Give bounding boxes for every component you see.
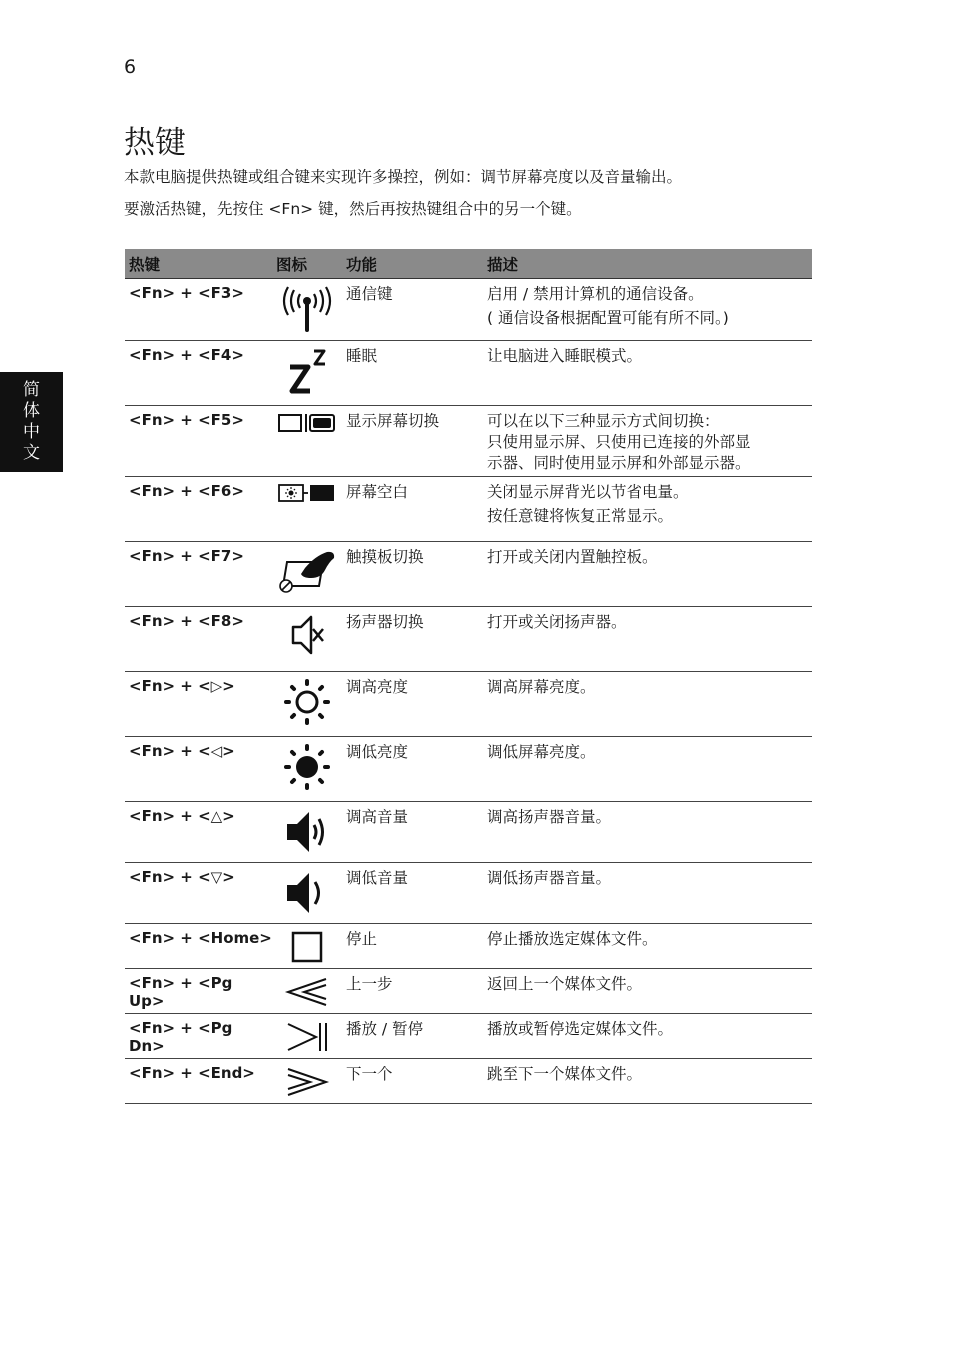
hotkey-label: <Fn> + <F5>	[129, 411, 244, 429]
description-line: 返回上一个媒体文件。	[487, 975, 643, 993]
description-line: 播放或暂停选定媒体文件。	[487, 1020, 674, 1038]
table-row	[125, 863, 812, 924]
function-label: 调高音量	[346, 808, 409, 826]
hotkey-label: <Fn> + <F8>	[129, 612, 244, 630]
wireless-antenna-icon	[272, 279, 342, 340]
screen-blank-icon	[272, 477, 342, 541]
description-line: 让电脑进入睡眠模式。	[487, 347, 643, 365]
description-line: 打开或关闭扬声器。	[487, 613, 627, 631]
function-label: 睡眠	[346, 347, 378, 365]
description-line: 调低屏幕亮度。	[487, 743, 596, 761]
page-title: 热键	[124, 125, 186, 161]
description-line: 可以在以下三种显示方式间切换：	[487, 412, 720, 430]
hotkey-label: <Fn> + <F6>	[129, 482, 244, 500]
function-label: 上一步	[346, 975, 393, 993]
language-tab	[0, 372, 63, 472]
hotkey-label: <Fn> + <End>	[129, 1064, 255, 1082]
speaker-mute-icon	[272, 607, 342, 671]
description-line: 跳至下一个媒体文件。	[487, 1065, 643, 1083]
table-row	[125, 542, 812, 607]
hotkey-label: <Fn> + <◁>	[129, 742, 235, 760]
hotkey-label: <Fn> + <▷>	[129, 677, 235, 695]
header-description: 描述	[487, 255, 519, 274]
description-line: 按任意键将恢复正常显示。	[487, 507, 674, 525]
hotkey-label: <Fn> + <Pg Dn>	[129, 1019, 233, 1055]
language-tab-char: 体	[23, 401, 40, 421]
description-line: 启用 / 禁用计算机的通信设备。	[487, 285, 704, 303]
table-row	[125, 341, 812, 406]
display-toggle-icon	[272, 406, 342, 476]
table-row	[125, 1059, 812, 1104]
function-label: 调高亮度	[346, 678, 409, 696]
next-track-icon	[272, 1059, 342, 1103]
volume-up-icon	[272, 802, 342, 862]
description-line: 示器、同时使用显示屏和外部显示器。	[487, 454, 751, 472]
hotkey-label: <Fn> + <△>	[129, 807, 235, 825]
intro-paragraph: 要激活热键，先按住 <Fn> 键，然后再按热键组合中的另一个键。	[124, 200, 582, 218]
table-row	[125, 279, 812, 341]
brightness-up-icon	[272, 672, 342, 736]
sleep-zz-icon	[272, 341, 342, 405]
description	[483, 672, 812, 736]
table-row	[125, 477, 812, 542]
description	[483, 542, 812, 606]
description	[483, 737, 812, 801]
table-header	[125, 249, 812, 279]
intro-paragraph: 本款电脑提供热键或组合键来实现许多操控，例如：调节屏幕亮度以及音量输出。	[124, 168, 683, 186]
description-line: 调低扬声器音量。	[487, 869, 612, 887]
description	[483, 969, 812, 1013]
function-label: 扬声器切换	[346, 613, 424, 631]
function-label: 触摸板切换	[346, 548, 424, 566]
header-function: 功能	[346, 255, 378, 274]
description-line: 停止播放选定媒体文件。	[487, 930, 658, 948]
function-label: 调低音量	[346, 869, 409, 887]
table-row	[125, 406, 812, 477]
description-line: 只使用显示屏、只使用已连接的外部显	[487, 433, 751, 451]
hotkey-label: <Fn> + <F3>	[129, 284, 244, 302]
hotkey-label: <Fn> + <▽>	[129, 868, 235, 886]
description	[483, 341, 812, 405]
function-label: 下一个	[346, 1065, 393, 1083]
language-tab-char: 简	[23, 380, 40, 400]
stop-icon	[272, 924, 342, 968]
description-line: ( 通信设备根据配置可能有所不同。)	[487, 309, 729, 327]
touchpad-toggle-icon	[272, 542, 342, 606]
table-row	[125, 672, 812, 737]
table-row	[125, 969, 812, 1014]
description-line: 调高屏幕亮度。	[487, 678, 596, 696]
header-icon: 图标	[276, 255, 308, 274]
description	[483, 924, 812, 968]
description-line: 调高扬声器音量。	[487, 808, 612, 826]
description	[483, 802, 812, 862]
header-hotkey: 热键	[129, 255, 161, 274]
function-label: 播放 / 暂停	[346, 1020, 424, 1038]
description	[483, 406, 812, 476]
description	[483, 1014, 812, 1058]
description	[483, 279, 812, 340]
description-line: 打开或关闭内置触控板。	[487, 548, 658, 566]
hotkey-label: <Fn> + <F7>	[129, 547, 244, 565]
description	[483, 477, 812, 541]
function-label: 停止	[346, 930, 378, 948]
table-row	[125, 607, 812, 672]
language-tab-char: 文	[23, 443, 40, 463]
table-row	[125, 1014, 812, 1059]
description-line: 关闭显示屏背光以节省电量。	[487, 483, 689, 501]
volume-down-icon	[272, 863, 342, 923]
function-label: 屏幕空白	[346, 483, 409, 501]
brightness-down-icon	[272, 737, 342, 801]
function-label: 调低亮度	[346, 743, 409, 761]
table-row	[125, 737, 812, 802]
hotkey-label: <Fn> + <F4>	[129, 346, 244, 364]
hotkey-label: <Fn> + <Home>	[129, 929, 272, 947]
description	[483, 607, 812, 671]
previous-track-icon	[272, 969, 342, 1013]
function-label: 通信键	[346, 285, 393, 303]
table-row	[125, 802, 812, 863]
description	[483, 863, 812, 923]
table-row	[125, 924, 812, 969]
hotkey-label: <Fn> + <Pg Up>	[129, 974, 233, 1010]
play-pause-icon	[272, 1014, 342, 1058]
description	[483, 1059, 812, 1103]
function-label: 显示屏幕切换	[346, 412, 440, 430]
language-tab-char: 中	[23, 422, 40, 442]
page-number: 6	[124, 56, 137, 78]
hotkey-table	[125, 249, 812, 1104]
